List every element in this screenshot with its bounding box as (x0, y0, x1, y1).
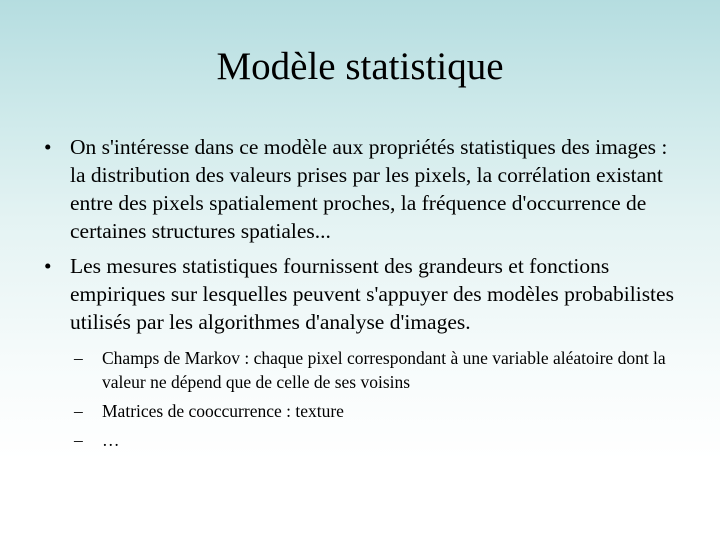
sub-bullet-marker: – (74, 430, 83, 450)
sub-bullet-item (74, 346, 684, 394)
sub-bullet-marker: – (74, 348, 83, 368)
bullet-text: On s'intéresse dans ce modèle aux propriétés statistiques des images : la distribution des valeurs prises par les pixels, la corrélation existant entre des pixels spatialement proches, la fréquence d'occurrence de certaines structures spatiales... (70, 135, 668, 243)
sub-bullet-item (74, 428, 684, 452)
slide-title: Modèle statistique (216, 45, 504, 88)
sub-bullet-text: Champs de Markov : chaque pixel correspondant à une variable aléatoire dont la valeur ne dépend que de celle de ses voisins (102, 348, 666, 392)
sub-bullet-list (74, 346, 684, 452)
sub-bullet-marker: – (74, 401, 83, 421)
bullet-marker: • (44, 254, 52, 278)
sub-bullet-text: Matrices de cooccurrence : texture (102, 401, 344, 421)
bullet-item (44, 133, 684, 245)
sub-bullet-text: … (102, 430, 120, 450)
bullet-item (44, 252, 684, 336)
slide-body (44, 133, 684, 457)
sub-bullet-item (74, 399, 684, 423)
bullet-text: Les mesures statistiques fournissent des grandeurs et fonctions empiriques sur lesquelles peuvent s'appuyer des modèles probabilistes utilisés par les algorithmes d'analyse d'images. (70, 254, 674, 334)
bullet-marker: • (44, 135, 52, 159)
